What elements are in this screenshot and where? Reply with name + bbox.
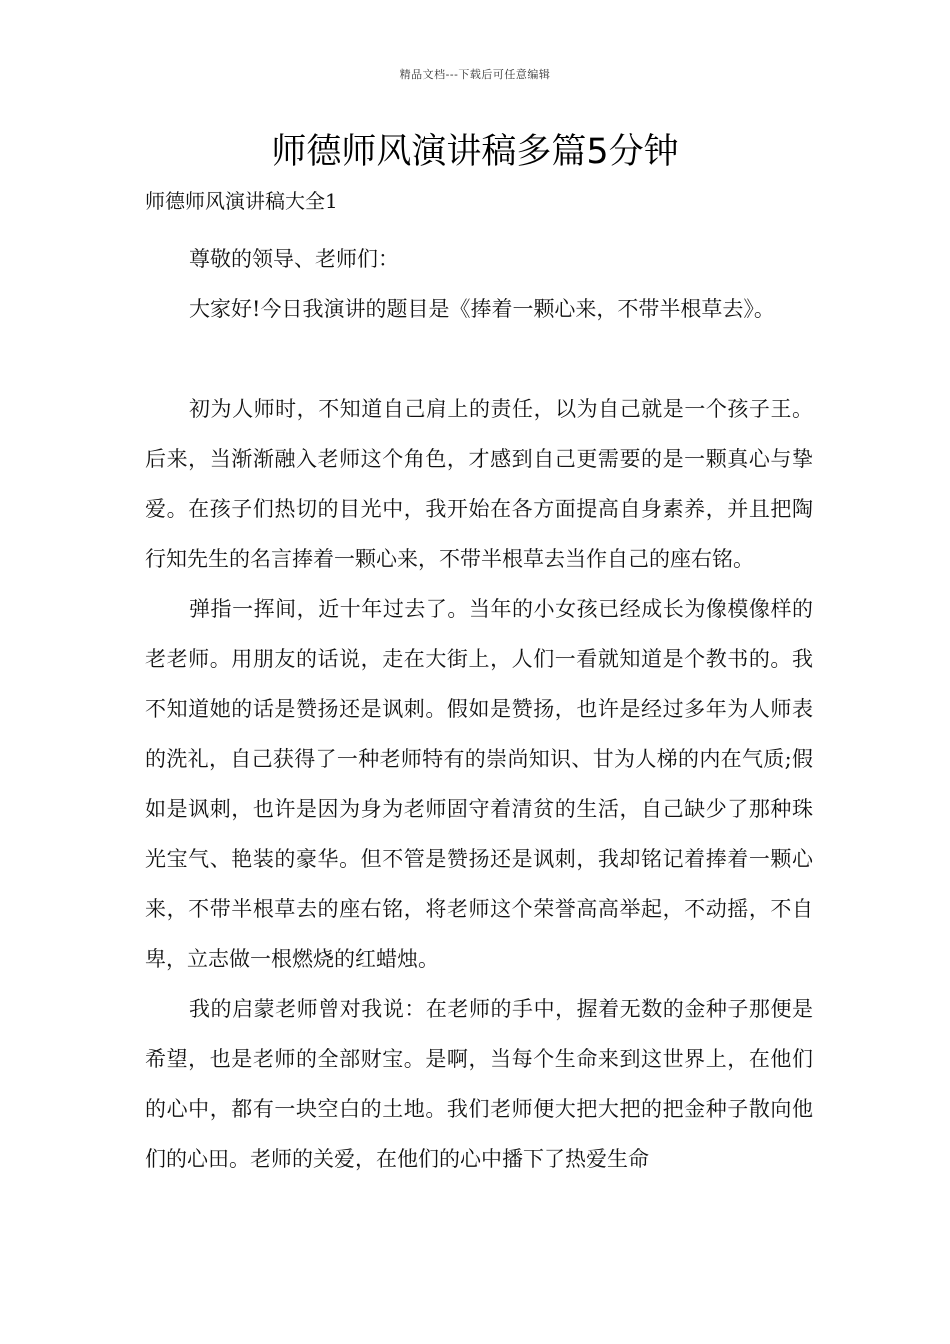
page-header-note: 精品文档---下载后可任意编辑: [399, 68, 551, 81]
paragraph-greeting: 大家好!今日我演讲的题目是《捧着一颗心来，不带半根草去》。: [189, 297, 775, 321]
document-subtitle: 师德师风演讲稿大全1: [145, 189, 338, 213]
paragraph-salutation: 尊敬的领导、老师们：: [189, 247, 399, 271]
paragraph-body: 我的启蒙老师曾对我说：在老师的手中，握着无数的金种子那便是希望，也是老师的全部财宝。是啊，当每个生命来到这世界上，在他们的心中，都有一块空白的土地。我们老师便大把大把的把金种子散向他们的心田。老师的关爱，在他们的心中播下了热爱生命: [145, 997, 813, 1171]
paragraph-body: 初为人师时，不知道自己肩上的责任，以为自己就是一个孩子王。后来，当渐渐融入老师这个角色，才感到自己更需要的是一颗真心与挚爱。在孩子们热切的目光中，我开始在各方面提高自身素养，并且把陶行知先生的名言捧着一颗心来，不带半根草去当作自己的座右铭。: [145, 397, 813, 571]
document-body: [145, 234, 813, 1184]
paragraph-body: 弹指一挥间，近十年过去了。当年的小女孩已经成长为像模像样的老老师。用朋友的话说，走在大街上，人们一看就知道是个教书的。我不知道她的话是赞扬还是讽刺。假如是赞扬，也许是经过多年为人师表的洗礼，自己获得了一种老师特有的崇尚知识、甘为人梯的内在气质;假如是讽刺，也许是因为身为老师固守着清贫的生活，自己缺少了那种珠光宝气、艳装的豪华。但不管是赞扬还是讽刺，我却铭记着捧着一颗心来，不带半根草去的座右铭，将老师这个荣誉高高举起，不动摇，不自卑，立志做一根燃烧的红蜡烛。: [145, 597, 813, 971]
document-title: 师德师风演讲稿多篇5分钟: [271, 132, 679, 172]
